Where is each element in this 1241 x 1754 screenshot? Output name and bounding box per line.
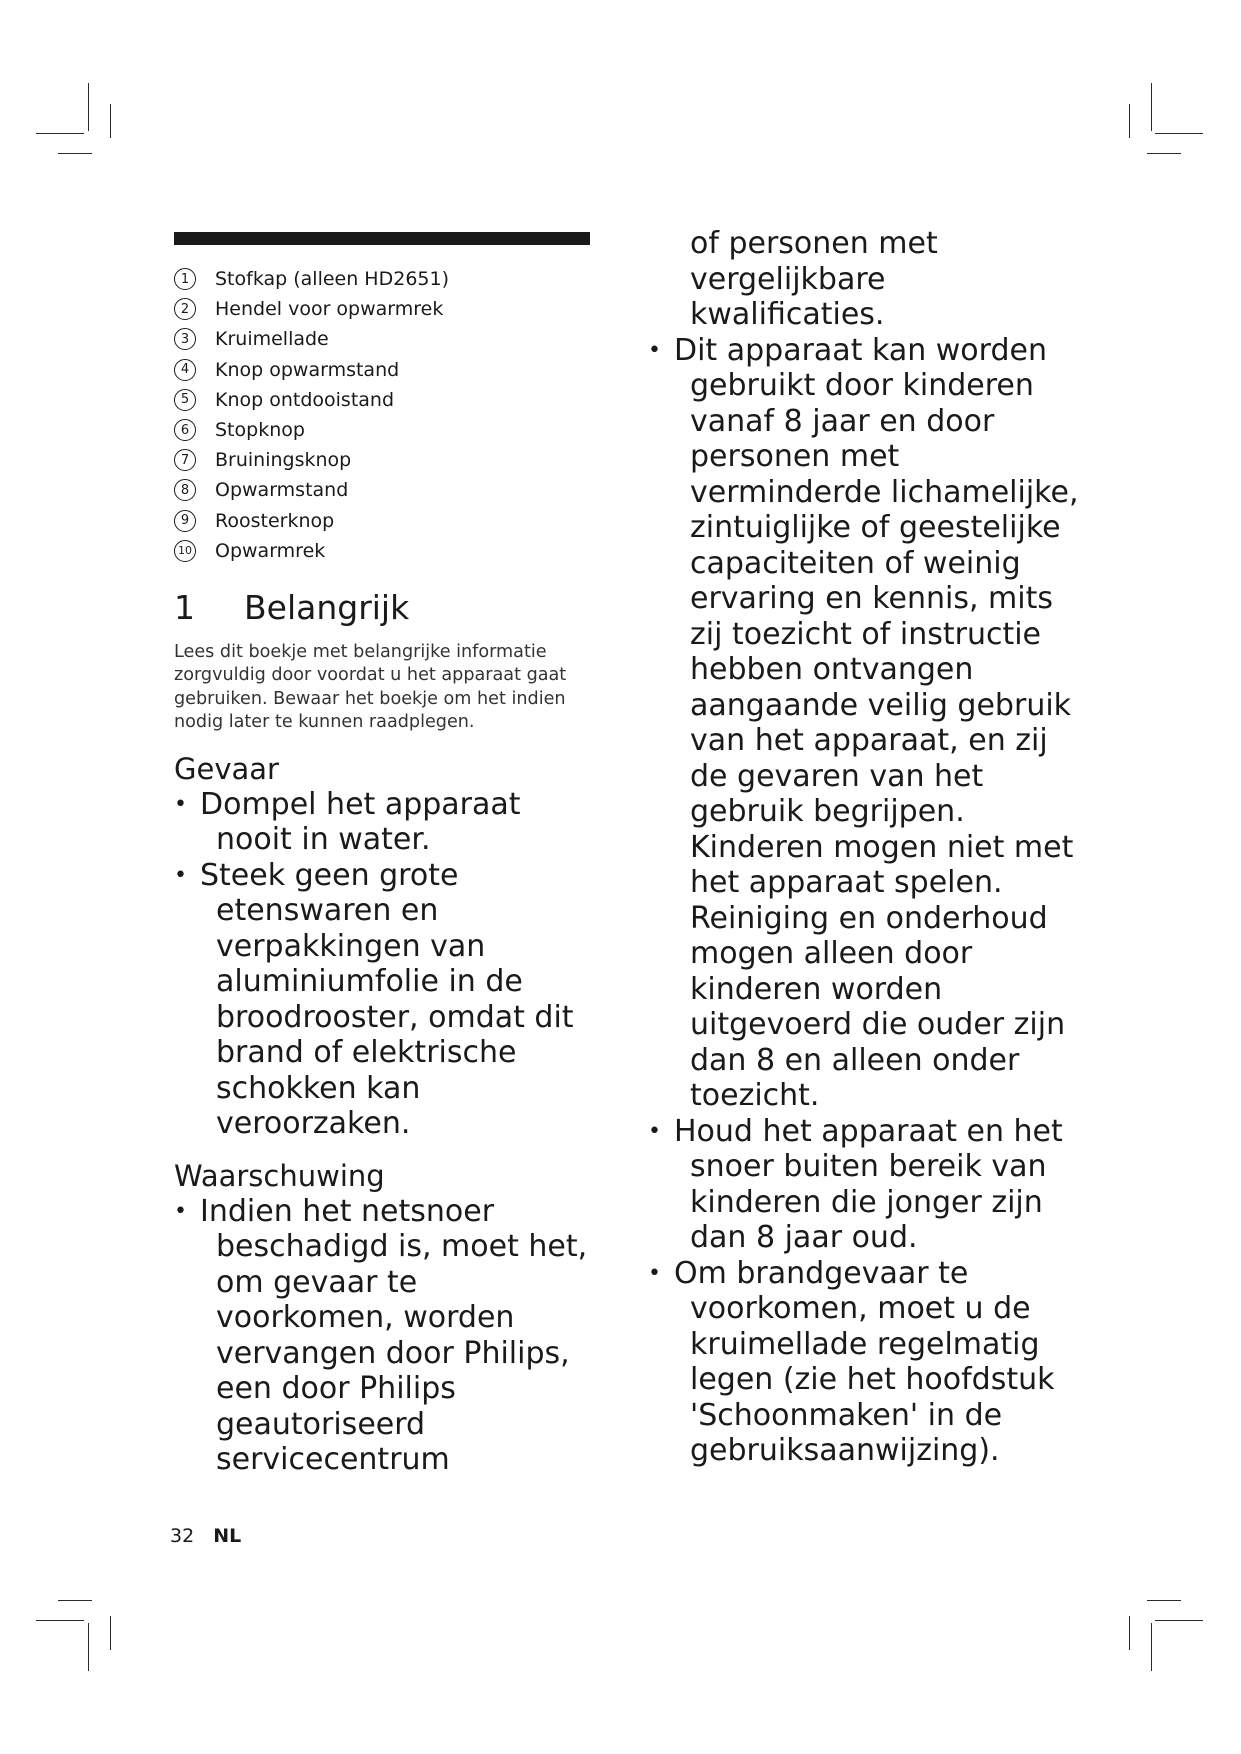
continued-text: of personen met vergelijkbare kwalificaties. bbox=[690, 226, 938, 332]
bullet-icon: • bbox=[174, 1198, 187, 1224]
item-number: 2 bbox=[174, 298, 196, 320]
warning-heading: Waarschuwing bbox=[174, 1158, 385, 1193]
page-number: 32 bbox=[170, 1525, 195, 1547]
bullet-icon: • bbox=[648, 1118, 661, 1144]
section-heading bbox=[174, 588, 596, 627]
danger-list bbox=[174, 787, 596, 1142]
bullet-icon: • bbox=[648, 1260, 661, 1286]
item-number: 1 bbox=[174, 268, 196, 290]
page-footer bbox=[170, 1525, 241, 1547]
item-number: 4 bbox=[174, 359, 196, 381]
list-item bbox=[174, 536, 596, 566]
list-item bbox=[648, 1114, 1088, 1256]
header-rule bbox=[174, 232, 590, 245]
intro-paragraph: Lees dit boekje met belangrijke informatie zorgvuldig door voordat u het apparaat gaat gebruiken. Bewaar het boekje om het indien nodig later te kunnen raadplegen. bbox=[174, 641, 567, 733]
item-number: 6 bbox=[174, 419, 196, 441]
section-number: 1 bbox=[174, 587, 195, 627]
list-item bbox=[648, 333, 1088, 1114]
item-number: 9 bbox=[174, 510, 196, 532]
item-number: 5 bbox=[174, 389, 196, 411]
item-label: Bruiningsknop bbox=[215, 449, 352, 472]
list-item bbox=[174, 787, 596, 858]
bullet-icon: • bbox=[174, 862, 187, 888]
list-item bbox=[174, 324, 596, 354]
parts-list bbox=[174, 264, 596, 566]
list-item bbox=[174, 858, 596, 1142]
bullet-text: Dit apparaat kan worden gebruikt door kinderen vanaf 8 jaar en door personen met verminderde lichamelijke, zintuiglijke of geestelijke capaciteiten of weinig ervaring en kennis, mits zij toezicht of instructie hebben ontvangen aangaande veilig gebruik van het apparaat, en zij de gevaren van het gebruik begrijpen. Kinderen mogen niet met het apparaat spelen. Reiniging en onderhoud mogen alleen door kinderen worden uitgevoerd die ouder zijn dan 8 en alleen onder toezicht. bbox=[674, 332, 1079, 1113]
item-label: Stopknop bbox=[215, 419, 305, 442]
item-number: 10 bbox=[174, 540, 196, 562]
bullet-icon: • bbox=[648, 337, 661, 363]
list-item bbox=[174, 264, 596, 294]
language-code: NL bbox=[213, 1525, 242, 1547]
bullet-text: Indien het netsnoer beschadigd is, moet het, om gevaar te voorkomen, worden vervangen door Philips, een door Philips geautoriseerd servicecentrum bbox=[200, 1193, 588, 1478]
left-column bbox=[174, 232, 596, 1478]
item-label: Hendel voor opwarmrek bbox=[215, 298, 444, 321]
list-item bbox=[174, 506, 596, 536]
list-item bbox=[174, 294, 596, 324]
list-item bbox=[174, 445, 596, 475]
bullet-icon: • bbox=[174, 791, 187, 817]
warning-list-continued bbox=[648, 333, 1088, 1469]
warning-list bbox=[174, 1194, 596, 1478]
list-item bbox=[174, 475, 596, 505]
item-number: 3 bbox=[174, 328, 196, 350]
list-item bbox=[174, 385, 596, 415]
list-item bbox=[174, 1194, 596, 1478]
item-label: Opwarmstand bbox=[215, 479, 349, 502]
list-item bbox=[174, 355, 596, 385]
item-label: Stofkap (alleen HD2651) bbox=[215, 268, 449, 291]
item-number: 7 bbox=[174, 449, 196, 471]
list-item bbox=[648, 1256, 1088, 1469]
item-label: Knop ontdooistand bbox=[215, 388, 395, 411]
item-number: 8 bbox=[174, 479, 196, 501]
bullet-text: Om brandgevaar te voorkomen, moet u de kruimellade regelmatig legen (zie het hoofdstuk 'Schoonmaken' in de gebruiksaanwijzing). bbox=[674, 1255, 1055, 1468]
bullet-text: Houd het apparaat en het snoer buiten bereik van kinderen die jonger zijn dan 8 jaar oud. bbox=[674, 1113, 1063, 1255]
item-label: Opwarmrek bbox=[215, 539, 326, 562]
bullet-text: Dompel het apparaat nooit in water. bbox=[200, 786, 521, 858]
list-item bbox=[174, 415, 596, 445]
item-label: Knop opwarmstand bbox=[215, 358, 400, 381]
item-label: Kruimellade bbox=[215, 328, 329, 351]
right-column bbox=[648, 226, 1088, 1469]
danger-heading: Gevaar bbox=[174, 751, 279, 786]
bullet-text: Steek geen grote etenswaren en verpakkingen van aluminiumfolie in de broodrooster, omdat dit brand of elektrische schokken kan veroorzaken. bbox=[200, 857, 574, 1142]
item-label: Roosterknop bbox=[215, 509, 335, 532]
section-title: Belangrijk bbox=[244, 587, 410, 627]
